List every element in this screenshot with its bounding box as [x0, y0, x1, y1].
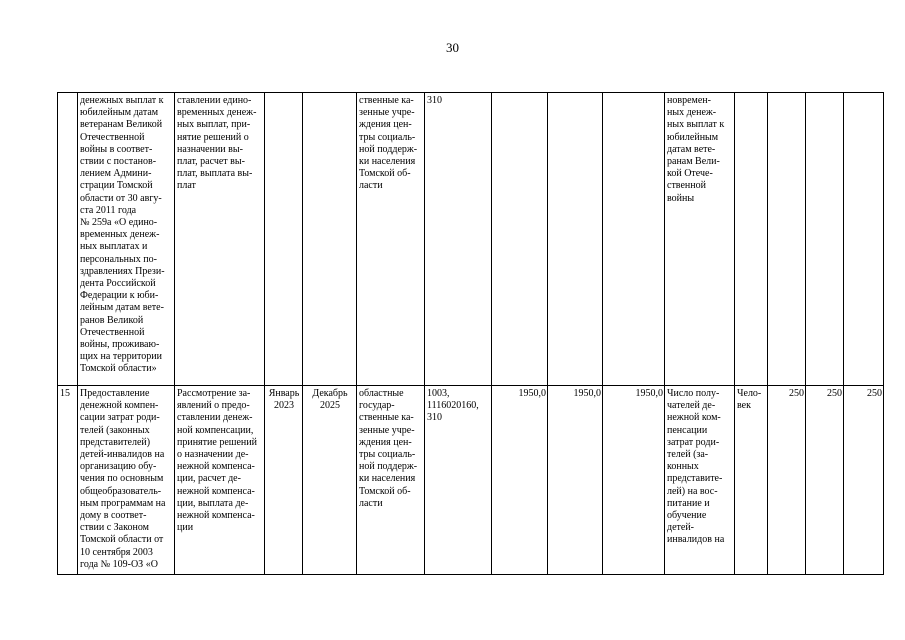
- cell-budget-code: 1003, 1116020160, 310: [425, 386, 492, 575]
- cell-end-date: [303, 93, 357, 386]
- page-number: 30: [446, 40, 459, 55]
- cell-measure-name: Предоставление денежной компен- сации затрат роди- телей (законных представителей) детей-инвалидов на организацию обу- чения по основным общеобразователь- ным программам на дому в соответ- ствии с Законом Томской области от 10 сентября 2003 года № 109-ОЗ «О: [78, 386, 175, 575]
- cell-indicator: новремен- ных денеж- ных выплат к юбилейным датам вете- ранам Вели- кой Отече- ственной войны: [665, 93, 735, 386]
- cell-start-date: [265, 93, 303, 386]
- cell-number: [58, 93, 78, 386]
- cell-executor: областные государ- ственные ка- зенные учре- ждения цен- тры социаль- ной поддерж- ки населения Томской об- ласти: [357, 386, 425, 575]
- table-row: [58, 93, 884, 386]
- cell-amount-2023: 1950,0: [492, 386, 548, 575]
- cell-start-date: Январь 2023: [265, 386, 303, 575]
- cell-amount-2025: 1950,0: [603, 386, 665, 575]
- cell-number: 15: [58, 386, 78, 575]
- cell-executor: ственные ка- зенные учре- ждения цен- тры социаль- ной поддерж- ки населения Томской об- ласти: [357, 93, 425, 386]
- table-row: [58, 386, 884, 575]
- cell-budget-code: 310: [425, 93, 492, 386]
- cell-unit: [735, 93, 768, 386]
- cell-measure-content: ставлении едино- временных денеж- ных выплат, при- нятие решений о назначении вы- плат, расчет вы- плат, выплата вы- плат: [175, 93, 265, 386]
- cell-target-2024: 250: [806, 386, 844, 575]
- cell-target-2025: [844, 93, 884, 386]
- cell-target-2023: [768, 93, 806, 386]
- cell-measure-content: Рассмотрение за- явлений о предо- ставлении денеж- ной компенсации, принятие решений о назначении де- нежной компенса- ции, расчет де- нежной компенса- ции, выплата де- нежной компенса- ции: [175, 386, 265, 575]
- cell-amount-2023: [492, 93, 548, 386]
- cell-unit: Чело- век: [735, 386, 768, 575]
- cell-target-2025: 250: [844, 386, 884, 575]
- cell-amount-2025: [603, 93, 665, 386]
- cell-measure-name: денежных выплат к юбилейным датам ветеранам Великой Отечественной войны в соответ- ствии с постанов- лением Админи- страции Томской области от 30 авгу- ста 2011 года № 259а «О едино- временных денеж- ных выплатах и персональных по- здравлениях Прези- дента Российской Федерации к юби- лейным датам вете- ранов Великой Отечественной войны, проживаю- щих на территории Томской области»: [78, 93, 175, 386]
- cell-target-2024: [806, 93, 844, 386]
- cell-end-date: Декабрь 2025: [303, 386, 357, 575]
- cell-target-2023: 250: [768, 386, 806, 575]
- program-measures-table: [57, 92, 884, 575]
- cell-amount-2024: [548, 93, 603, 386]
- cell-indicator: Число полу- чателей де- нежной ком- пенсации затрат роди- телей (за- конных представите- лей) на вос- питание и обучение детей- инвалидов на: [665, 386, 735, 575]
- cell-amount-2024: 1950,0: [548, 386, 603, 575]
